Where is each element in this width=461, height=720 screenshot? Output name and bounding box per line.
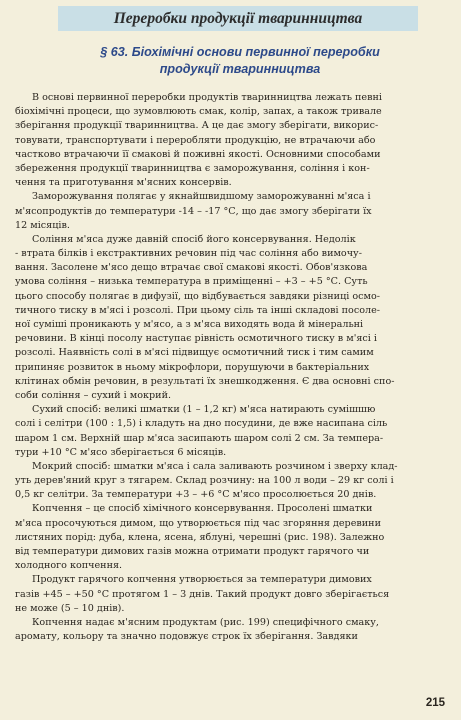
text-line: В основі первинної переробки продуктів тваринництва лежать певні xyxy=(32,92,382,103)
text-line: від температури димових газів можна отримати продукт гарячого чи xyxy=(15,546,370,557)
text-line: Соління м'яса дуже давній спосіб його консервування. Недолік xyxy=(32,233,356,245)
text-line: м'яса просочуються димом, що утворюється під час згоряння деревини xyxy=(15,517,381,529)
text-line: зберігання продукції тваринництва. А це дає змогу зберігати, викорис- xyxy=(15,120,379,132)
text-line: клітинах обмін речовин, в результаті їх знешкодження. Є два основні спо- xyxy=(15,375,395,387)
text-line: ної суміші проникають у м'ясо, а з м'яса виходять вода й мінеральні xyxy=(15,319,364,330)
text-line: вання. Засолене м'ясо дещо втрачає свої смакові якості. Обов'язкова xyxy=(15,262,368,274)
text-line: солі і селітри (100 : 1,5) і кладуть на дно посудини, де вже насипана сіль xyxy=(15,418,388,430)
text-line: Продукт гарячого копчення утворюється за температури димових xyxy=(32,574,372,586)
section-title-line: продукції тваринництва xyxy=(159,62,321,76)
text-line: Копчення – це спосіб хімічного консервування. Просолені шматки xyxy=(32,503,373,515)
section-title xyxy=(40,44,440,78)
text-line: 12 місяців. xyxy=(15,219,70,231)
text-line: газів +45 – +50 °С протягом 1 – 3 днів. Такий продукт довго зберігається xyxy=(15,588,390,600)
text-line: холодного копчення. xyxy=(15,560,123,572)
text-line: Заморожування полягає у якнайшвидшому заморожуванні м'яса і xyxy=(32,191,371,203)
text-line: м'ясопродуктів до температури -14 – -17 °С, що дає змогу зберігати їх xyxy=(15,205,372,217)
text-line: Сухий спосіб: великі шматки (1 – 1,2 кг) м'яса натирають сумішшю xyxy=(32,404,376,416)
body-text xyxy=(15,91,453,644)
text-line: товувати, транспортувати і переробляти продукцію, не втрачаючи або xyxy=(15,134,376,146)
text-line: умова соління – низька температура в приміщенні – +3 – +5 °С. Суть xyxy=(15,276,368,288)
text-line: 0,5 кг селітри. За температури +3 – +6 °С м'ясо просолюється 20 днів. xyxy=(15,489,377,501)
page-number: 215 xyxy=(425,697,445,709)
text-line: частково втрачаючи її смакові й поживні якості. Основними способами xyxy=(15,148,381,160)
page-header xyxy=(58,6,418,31)
text-line: біохімічні процеси, що зумовлюють смак, колір, запах, а також тривале xyxy=(15,106,382,118)
text-line: листяних порід: дуба, клена, ясена, яблуні, черешні (рис. 198). Залежно xyxy=(15,531,385,543)
header-title: Переробки продукції тваринництва xyxy=(113,9,363,27)
text-line: тичного тиску в м'ясі і розсолі. При цьому сіль та інші складові посоле- xyxy=(15,304,380,316)
text-line: - втрата білків і екстрактивних речовин під час соління або вимочу- xyxy=(15,248,362,260)
text-line: шаром 1 см. Верхній шар м'яса засипають шаром солі 2 см. За темпера- xyxy=(15,432,384,444)
text-line: речовини. В кінці посолу наступає рівність осмотичного тиску в м'ясі і xyxy=(15,333,377,345)
text-line: Копчення надає м'ясним продуктам (рис. 199) специфічного смаку, xyxy=(32,616,379,628)
text-line: розсолі. Наявність солі в м'ясі підвищує осмотичний тиск і тим самим xyxy=(15,347,374,359)
text-line: не може (5 – 10 днів). xyxy=(15,602,125,614)
text-line: соби соління – сухий і мокрий. xyxy=(15,389,172,401)
text-line: тури +10 °С м'ясо зберігається 6 місяців. xyxy=(15,446,227,458)
text-line: аромату, кольору та значно подовжує строк їх зберігання. Завдяки xyxy=(15,631,358,643)
text-line: Мокрий спосіб: шматки м'яса і сала заливають розчином і зверху клад- xyxy=(32,460,398,472)
text-line: чення та приготування м'ясних консервів. xyxy=(15,177,232,189)
text-line: припиняє розвиток в ньому мікрофлори, порушуючи в бактеріальних xyxy=(15,361,370,373)
text-line: цього способу полягає в дифузії, що відбувається завдяки різниці осмо- xyxy=(15,290,380,302)
text-line: збереження продукції тваринництва є заморожування, соління і кон- xyxy=(15,162,370,174)
section-title-line: § 63. Біохімічні основи первинної переробки xyxy=(100,45,380,59)
text-line: уть дерев'яний круг з тягарем. Склад розчину: на 100 л води – 29 кг солі і xyxy=(15,475,394,487)
